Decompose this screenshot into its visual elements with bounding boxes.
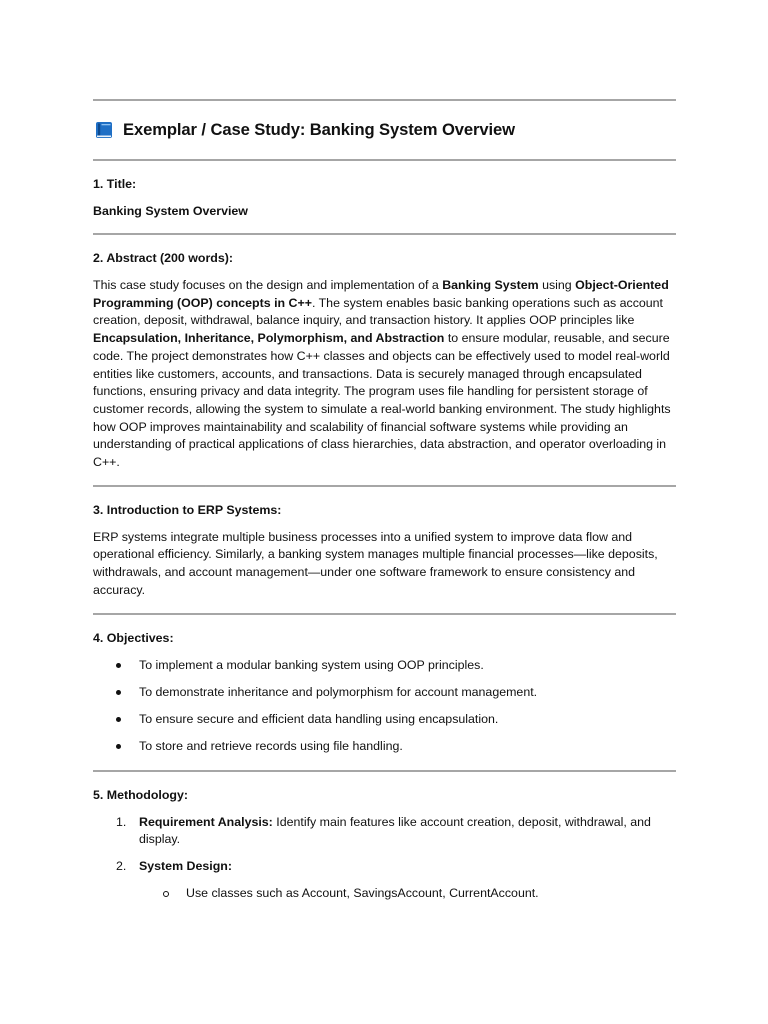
objectives-list [93,657,676,756]
section-heading: 2. Abstract (200 words): [93,251,234,265]
list-item [93,738,676,755]
step-label: System Design: [139,859,232,874]
abstract-text: . The system enables basic banking operations such as account creation, deposit, withdrawal, balance inquiry, and transaction history. It applies OOP principles like [93,295,663,328]
step-label: Requirement Analysis: [139,814,273,829]
bullet-icon [116,663,121,668]
step-text: Identify main features like account creation, deposit, withdrawal, and display. [139,814,651,847]
section-heading: 5. Methodology: [93,787,188,802]
abstract-text: using [538,278,576,292]
list-item-text: To demonstrate inheritance and polymorphism for account management. [139,684,538,699]
section-heading: 3. Introduction to ERP Systems: [93,502,282,517]
list-item-text: To implement a modular banking system using OOP principles. [139,657,484,672]
methodology-list [93,814,676,876]
abstract-text: This case study focuses on the design and implementation of a [93,278,443,292]
bullet-icon [116,744,121,749]
section-heading: 4. Objectives: [93,630,174,645]
abstract-emphasis: Object-Oriented Programming (OOP) concepts in C++ [93,278,669,310]
section-title [93,161,676,233]
bullet-icon [116,690,121,695]
list-item [93,814,676,849]
document-title: Exemplar / Case Study: Banking System Overview [123,120,515,139]
abstract-emphasis: Banking System [442,278,539,292]
sub-list-item [93,885,676,902]
list-number: 1. [116,814,127,829]
list-item [93,684,676,701]
abstract-emphasis: Encapsulation, Inheritance, Polymorphism, and Abstraction [93,331,445,346]
list-item [93,711,676,728]
list-item [93,657,676,674]
blue-book-icon [95,121,113,139]
title-value: Banking System Overview [93,204,248,218]
document-content [93,99,676,915]
section-methodology [93,772,676,915]
abstract-text: to ensure modular, reusable, and secure code. The project demonstrates how C++ classes and objects can be effectively used to model real-world entities like customers, accounts, and transactions. Data is securely managed through encapsulated functions, ensuring privacy and data integrity. The program uses file handling for persistent storage of customer records, allowing the system to simulate a real-world banking environment. The study highlights how OOP improves maintainability and scalability of financial software systems while providing an understanding of practical applications of class hierarchies, data abstraction, and operator overloading in C++. [93,331,671,470]
list-item-text: To ensure secure and efficient data handling using encapsulation. [139,712,499,727]
section-objectives [93,615,676,770]
sub-list-item-text: Use classes such as Account, SavingsAccount, CurrentAccount. [186,885,539,900]
list-number: 2. [116,859,127,874]
section-introduction [93,487,676,613]
list-item [93,858,676,876]
list-item-text: To store and retrieve records using file handling. [139,739,403,754]
bullet-icon [116,717,121,722]
abstract-paragraph [93,277,676,472]
section-heading: 1. Title: [93,177,137,191]
document-header [93,101,676,159]
section-abstract [93,235,676,485]
introduction-paragraph: ERP systems integrate multiple business processes into a unified system to improve data flow and operational efficiency. Similarly, a banking system manages multiple financial processes—like deposits, withdrawals, and account management—under one software framework to ensure consistency and accuracy. [93,529,658,597]
hollow-bullet-icon [163,891,169,897]
